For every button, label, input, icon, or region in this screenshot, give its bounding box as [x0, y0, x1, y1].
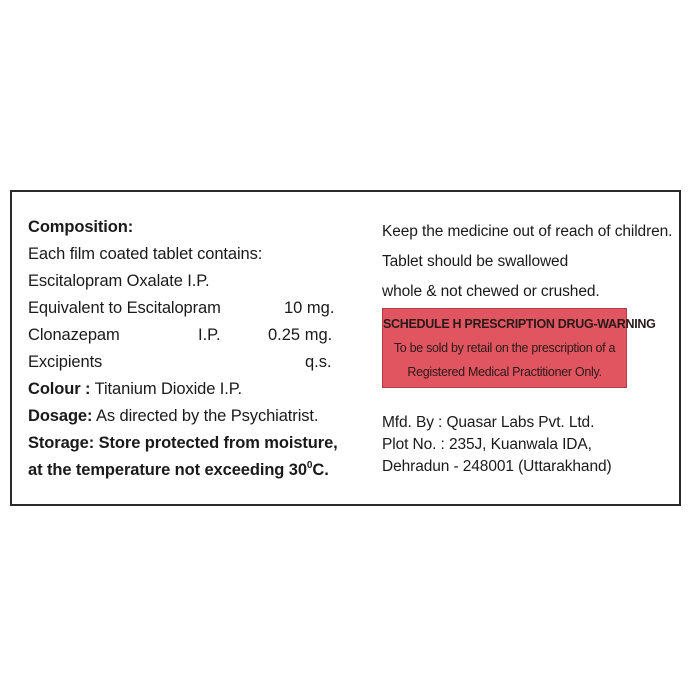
composition-heading: Composition:: [28, 218, 134, 236]
degree-symbol: 0: [306, 460, 313, 471]
manufacturer-line-3: Dehradun - 248001 (Uttarakhand): [382, 458, 612, 475]
medicine-label-panel: [10, 190, 681, 506]
dosage-row: [28, 406, 318, 426]
dosage-value: As directed by the Psychiatrist.: [92, 407, 319, 425]
warning-line-2: Registered Medical Practitioner Only.: [407, 365, 602, 379]
clonazepam-standard: I.P.: [198, 326, 221, 344]
instruction-line-3: whole & not chewed or crushed.: [382, 283, 600, 300]
excipients-value: q.s.: [305, 353, 332, 371]
equivalent-value: 10 mg.: [284, 299, 335, 317]
warning-title: SCHEDULE H PRESCRIPTION DRUG-WARNING: [383, 317, 656, 331]
manufacturer-line-2: Plot No. : 235J, Kuanwala IDA,: [382, 436, 592, 453]
equivalent-label: Equivalent to Escitalopram: [28, 299, 221, 317]
colour-label: Colour :: [28, 380, 91, 398]
dosage-label: Dosage:: [28, 407, 93, 425]
colour-value: Titanium Dioxide I.P.: [90, 380, 243, 398]
excipients-label: Excipients: [28, 353, 103, 371]
storage-line-1: Storage: Store protected from moisture,: [28, 434, 338, 452]
instruction-line-2: Tablet should be swallowed: [382, 253, 569, 270]
manufacturer-line-1: Mfd. By : Quasar Labs Pvt. Ltd.: [382, 414, 595, 431]
colour-row: [28, 379, 242, 399]
ingredient-escitalopram: Escitalopram Oxalate I.P.: [28, 272, 210, 290]
storage-unit: C.: [312, 461, 329, 479]
composition-intro: Each film coated tablet contains:: [28, 245, 263, 263]
warning-line-1: To be sold by retail on the prescription of a: [393, 341, 616, 355]
schedule-h-warning-box: [382, 308, 656, 388]
storage-line-2: [28, 460, 329, 483]
instruction-line-1: Keep the medicine out of reach of children.: [382, 223, 673, 240]
clonazepam-value: 0.25 mg.: [268, 326, 333, 344]
storage-line-2-text: at the temperature not exceeding 30: [28, 461, 307, 479]
ingredient-clonazepam: Clonazepam: [28, 326, 120, 344]
